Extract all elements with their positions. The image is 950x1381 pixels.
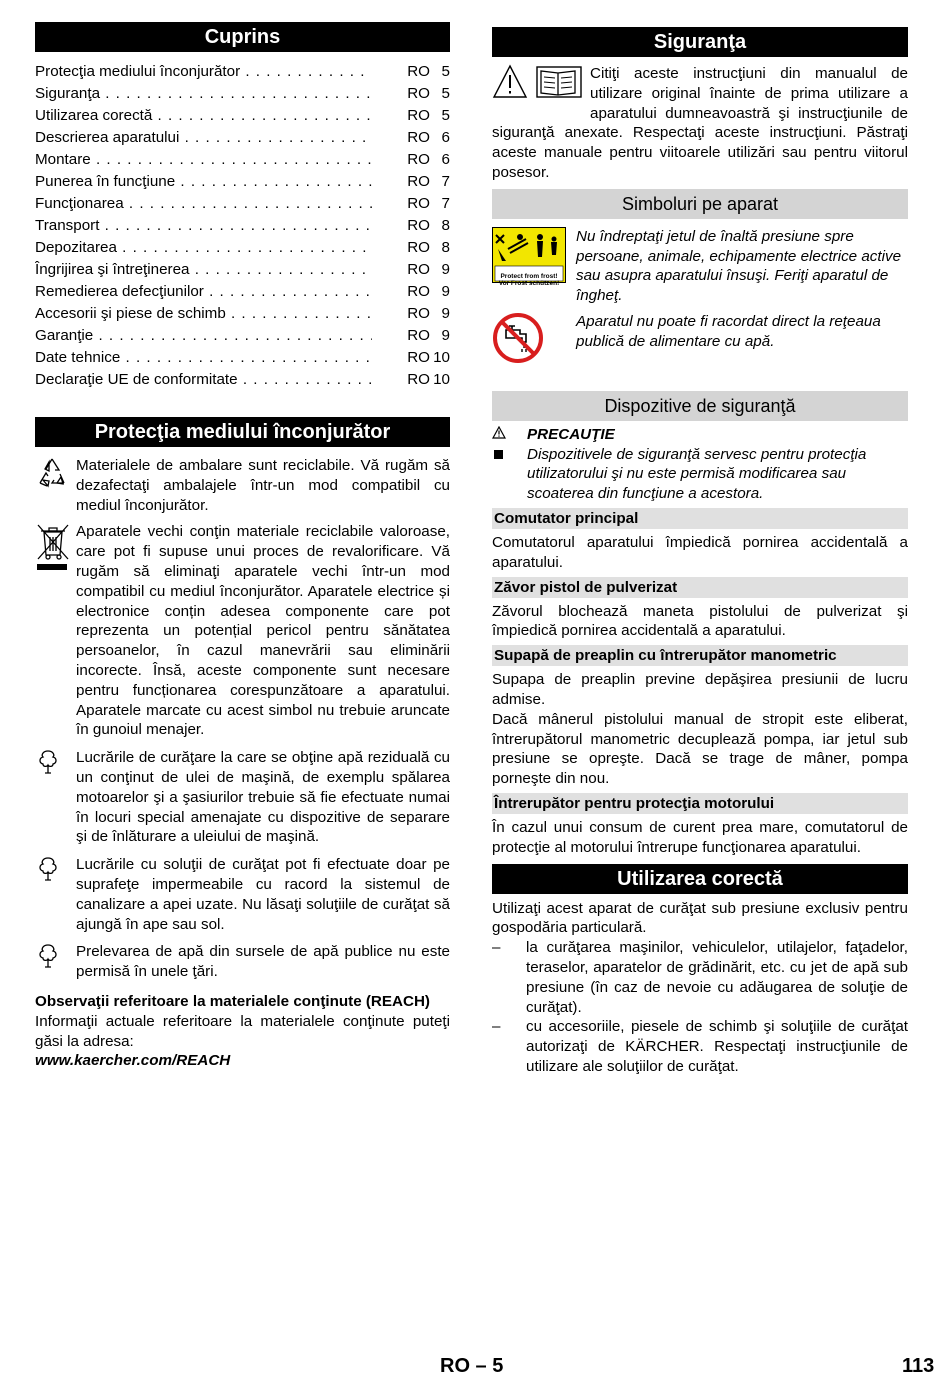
toc-heading: Cuprins [35,22,450,52]
main-switch-text: Comutatorul aparatului împiedică pornirea accidentală a aparatului. [492,533,908,571]
caution-text: Dispozitivele de siguranţă servesc pentru protecţia utilizatorului şi nu este permisă modificarea sau scoaterea din funcţiune a acestora. [527,445,867,503]
toc-row[interactable] [35,303,450,325]
lock-heading: Zăvor pistol de pulverizat [492,577,908,598]
oil-text: Lucrările de curăţare la care se obţine apă reziduală cu un conţinut de ulei de maşină, de exemplu spălarea motoarelor şi a şasiurilor trebuie să fie efectuate numai în locuri special amenajate cu dispozitive de separare şi de înlăturare a uleiului de maşină. [76,749,450,846]
toc-row[interactable] [35,127,450,149]
recycle-entry [35,456,450,515]
toc-lang: RO [407,129,430,146]
caution-row [492,425,908,445]
reach-url[interactable]: www.kaercher.com/REACH [35,1052,231,1070]
recycle-text: Materialele de ambalare sunt reciclabile. Vă rugăm să dezafectaţi ambalajele într-un mod compatibil cu mediul înconjurător. [76,457,450,514]
toc-lang: RO [407,327,430,344]
usage-list [492,938,908,1077]
toc-page: 10 [433,371,450,388]
weee-text: Aparatele vechi conţin materiale reciclabile valoroase, care pot fi supuse unui proces de revalorificare. Vă rugăm să eliminaţi aparatele vechi într-un mod compatibil cu mediul înconjurător. Aparatele electrice și electronice conțin adesea componente care pot reprezenta un potențial pericol pentru sănătatea persoanelor, în cazul manevrării sau eliminării incorecte. Însă, aceste componente sunt necesare pentru funcționarea corespunzătoare a aparatului. Aparatele marcate cu acest simbol nu trebuie aruncate în gunoiul menajer. [76,523,450,739]
toc-title: Date tehnice . . . [35,347,372,369]
recycle-icon [35,456,76,515]
toc-lang: RO [407,107,430,124]
dash-mark: – [492,939,501,957]
valve-text-2: Dacă mânerul pistolului manual de stropit este eliberat, întrerupătorul manometric decuplează pompa, iar jetul sub presiune se opreşte. Dacă se trage de mâner, pompa porneşte din nou. [492,710,908,788]
toc-row[interactable] [35,259,450,281]
toc-title: Transport . . . [35,215,372,237]
frost-label-de: Vor Frost schützen! [498,279,560,287]
footer-section-label: RO – 5 [440,1355,504,1377]
toc-row[interactable] [35,61,450,83]
right-column [492,27,908,1077]
lock-text: Zăvorul blochează maneta pistolului de pulverizat şi împiedică pornirea accidentală a aparatului. [492,602,908,640]
toc-title: Remedierea defecţiunilor . . . [35,281,372,303]
toc-page: 9 [441,305,450,322]
toc-lang: RO [407,305,430,322]
toc-lang: RO [407,371,430,388]
toc-page: 5 [441,85,450,102]
caution-label: PRECAUŢIE [527,425,615,443]
toc-row[interactable] [35,347,450,369]
safety-intro-block [492,64,908,183]
list-item-text: la curăţarea maşinilor, vehiculelor, utilajelor, faţadelor, teraselor, aparatelor de grădinărit, etc. cu jet de apă sub presiune (în caz de nevoie cu adăugarea de soluţie de curăţat). [526,939,908,1016]
toc-row[interactable] [35,281,450,303]
weee-entry [35,522,450,740]
symbol-water-text: Aparatul nu poate fi racordat direct la reţeaua publică de alimentare cu apă. [576,312,881,350]
toc-page: 8 [441,239,450,256]
toc-lang: RO [407,151,430,168]
high-pressure-warning-icon [492,227,576,306]
toc-title: Funcţionarea . . . [35,193,372,215]
solution-text: Lucrările cu soluţii de curăţat pot fi efectuate doar pe suprafeţe impermeabile cu racord la sistemul de canalizare a apei uzate. Nu lăsaţi soluţiile de curăţat să ajungă în ape sau sol. [76,856,450,933]
toc-lang: RO [407,173,430,190]
toc-row[interactable] [35,105,450,127]
toc-list [35,61,450,391]
toc-title: Punerea în funcţiune . . . [35,171,372,193]
toc-lang: RO [407,85,430,102]
toc-title: Garanţie . . . [35,325,372,347]
frost-label-en: Protect from frost! [500,272,558,280]
valve-text-1: Supapa de preaplin previne depăşirea presiunii de lucru admise. [492,671,908,708]
solution-entry [35,855,450,934]
toc-lang: RO [407,195,430,212]
water-text: Prelevarea de apă din sursele de apă publice nu este permisă în unele ţări. [76,943,450,981]
toc-page: 8 [441,217,450,234]
usage-intro: Utilizaţi acest aparat de curăţat sub presiune exclusiv pentru gospodăria particulară. [492,899,908,937]
toc-row[interactable] [35,171,450,193]
list-item [492,938,908,1017]
no-direct-water-connection-icon [492,312,576,370]
toc-page: 9 [441,327,450,344]
toc-row[interactable] [35,237,450,259]
toc-page: 6 [441,129,450,146]
reach-heading: Observaţii referitoare la materialele conţinute (REACH) [35,992,430,1010]
tree-icon [35,942,76,982]
reach-text: Informaţii actuale referitoare la materialele conţinute puteţi găsi la adresa: [35,1012,450,1050]
toc-title: Montare . . . [35,149,372,171]
toc-row[interactable] [35,193,450,215]
safety-intro-text: Citiţi aceste instrucţiuni din manualul de utilizare original înainte de prima utilizare a aparatului dumneavoastră şi instrucţiunile de siguranţă anexate. Respectaţi aceste instrucţiuni. Păstraţi aceste manuale pentru viitoarele utilizări sau pentru viitorul posesor. [492,65,908,181]
toc-title: Descrierea aparatului . . . [35,127,372,149]
toc-page: 10 [433,349,450,366]
list-item-text: cu accesoriile, piesele de schimb şi soluţiile de curăţat autorizaţi de KÄRCHER. Respectaţi instrucţiunile de utilizare ale soluţiilor de curăţat. [526,1018,908,1075]
toc-lang: RO [407,63,430,80]
caution-text-row [492,445,908,504]
toc-page: 9 [441,283,450,300]
toc-lang: RO [407,349,430,366]
toc-page: 7 [441,195,450,212]
motor-text: În cazul unui consum de curent prea mare, comutatorul de protecţie al motorului întrerupe funcţionarea aparatului. [492,818,908,856]
toc-row[interactable] [35,83,450,105]
caution-triangle-icon [492,425,527,445]
toc-title: Utilizarea corectă . . . [35,105,372,127]
oil-entry [35,748,450,847]
main-switch-heading: Comutator principal [492,508,908,529]
tree-icon [35,748,76,847]
crossed-bin-icon [35,522,76,740]
motor-heading: Întrerupător pentru protecţia motorului [492,793,908,814]
symbol-water-row [492,312,908,370]
toc-page: 5 [441,107,450,124]
devices-heading: Dispozitive de siguranţă [492,391,908,421]
toc-lang: RO [407,283,430,300]
toc-page: 5 [441,63,450,80]
toc-lang: RO [407,217,430,234]
tree-icon [35,855,76,934]
toc-row[interactable] [35,149,450,171]
usage-heading: Utilizarea corectă [492,864,908,894]
toc-title: Accesorii şi piese de schimb . . . [35,303,372,325]
list-item [492,1017,908,1076]
toc-page: 6 [441,151,450,168]
toc-page: 9 [441,261,450,278]
valve-heading: Supapă de preaplin cu întrerupător manometric [492,645,908,666]
toc-page: 7 [441,173,450,190]
toc-title: Protecţia mediului înconjurător . . . [35,61,372,83]
toc-row[interactable] [35,215,450,237]
toc-title: Depozitarea . . . [35,237,372,259]
toc-lang: RO [407,239,430,256]
toc-title: Declaraţie UE de conformitate . . . [35,369,372,391]
safety-heading: Siguranţa [492,27,908,57]
toc-title: Îngrijirea şi întreţinerea . . . [35,259,372,281]
symbols-heading: Simboluri pe aparat [492,189,908,219]
footer-page-number: 113 [902,1355,935,1377]
water-entry [35,942,450,982]
toc-row[interactable] [35,325,450,347]
toc-title: Siguranţa . . . [35,83,372,105]
environment-heading: Protecţia mediului înconjurător [35,417,450,447]
toc-row[interactable] [35,369,450,391]
warning-manual-icons [492,64,590,104]
bullet-square-icon [492,445,527,504]
toc-lang: RO [407,261,430,278]
dash-mark: – [492,1018,501,1036]
symbol-jet-row [492,227,908,306]
left-column [35,22,450,1071]
symbol-jet-text: Nu îndreptaţi jetul de înaltă presiune spre persoane, animale, echipamente electrice active sau asupra aparatului însuşi. Feriţi aparatul de îngheţ. [576,227,902,305]
